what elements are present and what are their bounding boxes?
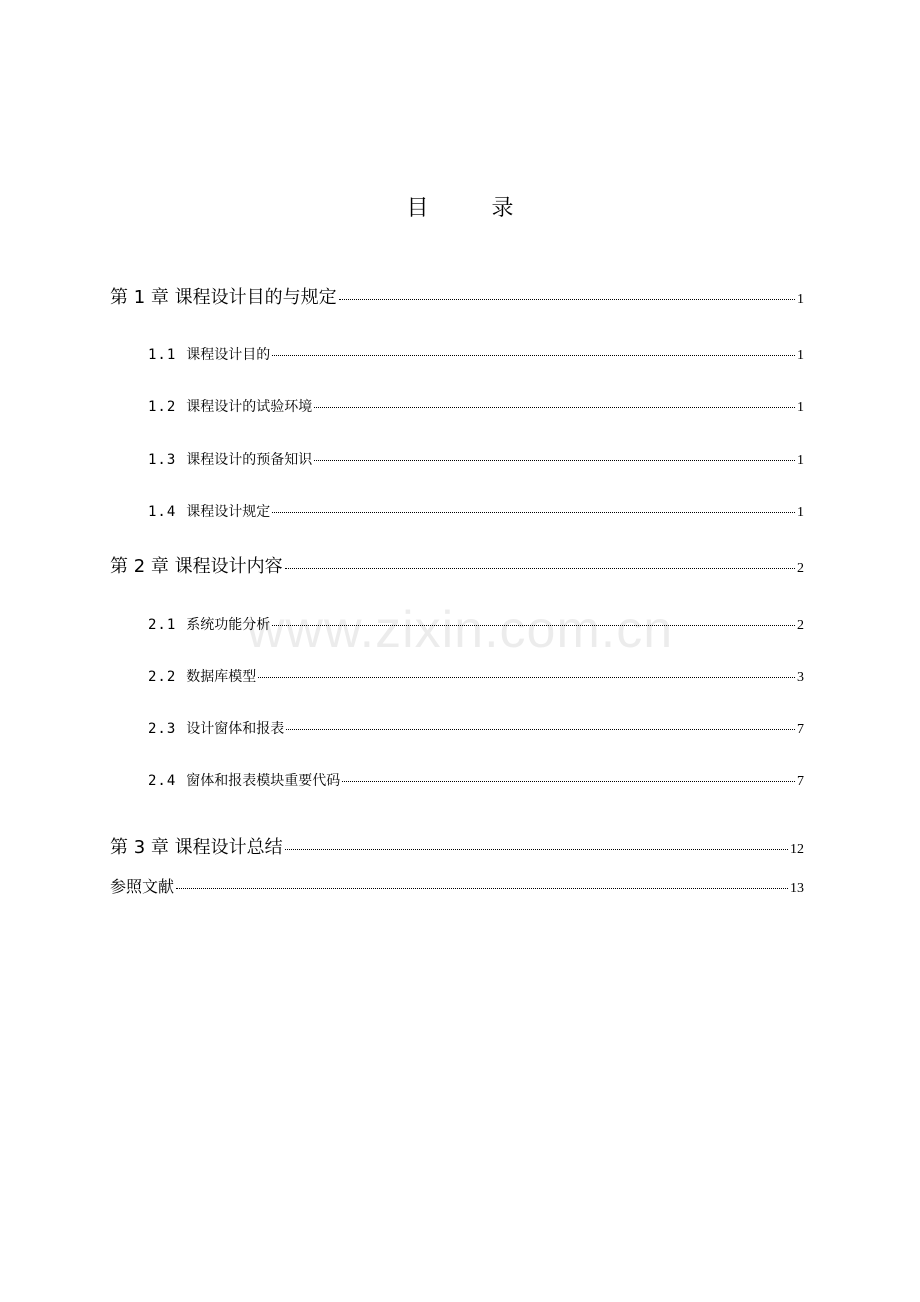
- toc-section-title: 窗体和报表模块重要代码: [186, 773, 341, 789]
- toc-entry-section-1-1[interactable]: [148, 345, 804, 366]
- toc-section-title: 设计窗体和报表: [186, 721, 285, 737]
- toc-section-title: 课程设计规定: [186, 504, 271, 520]
- toc-page-number: 2: [797, 561, 804, 576]
- toc-entry-label: [148, 615, 270, 635]
- toc-page-number: 1: [797, 348, 804, 363]
- toc-section-title: 课程设计目的: [186, 347, 271, 363]
- toc-leader-dots: [272, 625, 795, 626]
- toc-entry-label: [148, 450, 312, 470]
- toc-entry-section-1-3[interactable]: [148, 450, 804, 471]
- toc-entry-label: [148, 771, 340, 791]
- toc-leader-dots: [285, 849, 788, 850]
- toc-leader-dots: [176, 888, 788, 889]
- toc-section-title: 系统功能分析: [186, 617, 271, 633]
- toc-page-number: 13: [790, 881, 804, 896]
- toc-entry-label: [148, 667, 256, 687]
- toc-page-number: 1: [797, 400, 804, 415]
- toc-page-number: 1: [797, 453, 804, 468]
- toc-entry-section-2-3[interactable]: [148, 719, 804, 740]
- toc-entry-label: 第 1 章 课程设计目的与规定: [110, 287, 337, 308]
- toc-leader-dots: [314, 407, 795, 408]
- toc-leader-dots: [286, 729, 795, 730]
- toc-section-number: 1.1: [148, 347, 177, 363]
- toc-leader-dots: [285, 568, 795, 569]
- toc-page-number: 7: [797, 774, 804, 789]
- toc-page-number: 1: [797, 505, 804, 520]
- toc-page-number: 12: [790, 842, 804, 857]
- toc-leader-dots: [314, 460, 795, 461]
- toc-entry-section-2-1[interactable]: [148, 615, 804, 636]
- toc-leader-dots: [258, 677, 795, 678]
- toc-entry-chapter-1[interactable]: [110, 286, 804, 312]
- toc-page-number: 2: [797, 618, 804, 633]
- toc-page-number: 7: [797, 722, 804, 737]
- toc-section-number: 1.4: [148, 504, 177, 520]
- toc-section-number: 1.2: [148, 399, 177, 415]
- toc-entry-label: 第 3 章 课程设计总结: [110, 837, 283, 858]
- toc-entry-label: 参照文献: [110, 877, 175, 896]
- toc-leader-dots: [342, 781, 795, 782]
- toc-entry-label: [148, 397, 312, 417]
- toc-section-title: 课程设计的预备知识: [186, 452, 313, 468]
- toc-leader-dots: [272, 355, 795, 356]
- watermark-text: www.zixin.com.cn: [246, 601, 674, 659]
- toc-section-number: 2.2: [148, 669, 177, 685]
- toc-entry-chapter-3[interactable]: [110, 836, 804, 862]
- toc-entry-section-1-2[interactable]: [148, 397, 804, 418]
- toc-entry-section-2-4[interactable]: [148, 771, 804, 792]
- toc-entry-chapter-2[interactable]: [110, 555, 804, 581]
- toc-entry-section-2-2[interactable]: [148, 667, 804, 688]
- toc-section-title: 数据库模型: [186, 669, 257, 685]
- toc-section-number: 2.1: [148, 617, 177, 633]
- toc-leader-dots: [339, 299, 795, 300]
- toc-section-number: 2.4: [148, 773, 177, 789]
- toc-entry-label: [148, 719, 284, 739]
- toc-entry-label: 第 2 章 课程设计内容: [110, 556, 283, 577]
- toc-page-number: 3: [797, 670, 804, 685]
- toc-entry-label: [148, 502, 270, 522]
- toc-title: 目 录: [406, 196, 542, 221]
- toc-section-number: 1.3: [148, 452, 177, 468]
- toc-entry-references[interactable]: [110, 876, 804, 900]
- toc-page-number: 1: [797, 292, 804, 307]
- toc-entry-label: [148, 345, 270, 365]
- toc-section-number: 2.3: [148, 721, 177, 737]
- toc-entry-section-1-4[interactable]: [148, 502, 804, 523]
- toc-section-title: 课程设计的试验环境: [186, 399, 313, 415]
- toc-leader-dots: [272, 512, 795, 513]
